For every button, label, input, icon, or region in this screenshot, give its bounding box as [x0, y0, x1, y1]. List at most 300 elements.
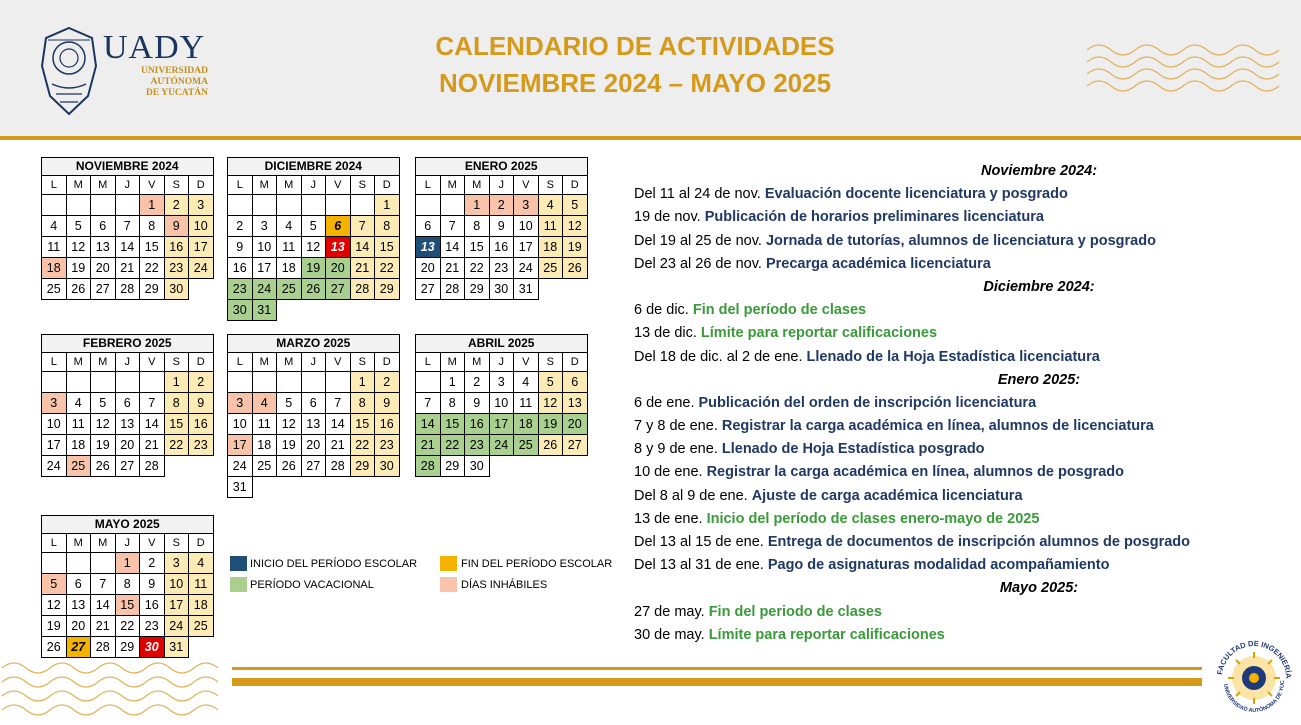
calendar-day: 19	[563, 237, 588, 258]
calendar-day: 11	[189, 574, 214, 595]
calendar-day: 8	[350, 393, 375, 414]
uady-seal-icon	[38, 26, 100, 116]
event-description: Límite para reportar calificaciones	[700, 325, 938, 342]
calendar-marzo-2025	[227, 334, 400, 498]
weekday-header: J	[115, 534, 140, 553]
calendar-month-title: NOVIEMBRE 2024	[42, 158, 214, 176]
calendar-day: 20	[326, 258, 351, 279]
calendar-day: 27	[66, 637, 91, 658]
weekday-header: L	[42, 176, 67, 195]
calendar-day: 3	[164, 553, 189, 574]
calendar-day: 21	[440, 258, 465, 279]
calendar-enero-2025	[415, 157, 588, 300]
calendar-mayo-2025	[41, 515, 214, 658]
calendar-day: 23	[164, 258, 189, 279]
event-description: Inicio del período de clases enero-mayo de 2025	[706, 510, 1040, 527]
weekday-header: M	[465, 176, 490, 195]
calendar-day: 11	[66, 414, 91, 435]
calendar-day: 18	[42, 258, 67, 279]
weekday-header: J	[489, 353, 514, 372]
calendar-day: 8	[375, 216, 400, 237]
event-item	[634, 601, 1274, 624]
calendar-empty-cell	[301, 477, 326, 498]
calendar-day: 22	[350, 435, 375, 456]
calendar-day: 13	[115, 414, 140, 435]
calendar-empty-cell	[563, 279, 588, 300]
calendar-day: 27	[563, 435, 588, 456]
faculty-logo-top-text: FACULTAD DE INGENIERÍA	[1215, 638, 1294, 679]
calendar-empty-cell	[350, 195, 375, 216]
title-line-2: NOVIEMBRE 2024 – MAYO 2025	[438, 68, 832, 98]
calendar-empty-cell	[277, 477, 302, 498]
calendar-day: 15	[140, 237, 165, 258]
calendar-day: 18	[252, 435, 277, 456]
calendar-day: 25	[252, 456, 277, 477]
event-item	[634, 183, 1274, 206]
legend-end-swatch	[440, 556, 457, 571]
calendar-day: 5	[66, 216, 91, 237]
calendar-empty-cell	[140, 372, 165, 393]
weekday-header: D	[189, 534, 214, 553]
calendar-diciembre-2024	[227, 157, 400, 321]
calendar-day: 4	[252, 393, 277, 414]
weekday-header: L	[416, 176, 441, 195]
weekday-header: S	[164, 534, 189, 553]
calendar-day: 17	[189, 237, 214, 258]
calendar-day: 21	[140, 435, 165, 456]
calendar-day: 14	[326, 414, 351, 435]
calendar-day: 10	[164, 574, 189, 595]
weekday-header: D	[189, 176, 214, 195]
event-date: 6 de ene.	[634, 394, 695, 411]
weekday-header: S	[350, 353, 375, 372]
calendar-day: 7	[140, 393, 165, 414]
event-description: Registrar la carga académica en línea, alumnos de licenciatura	[721, 418, 1154, 435]
event-description: Fin del período de clases	[692, 302, 867, 319]
calendar-day: 18	[538, 237, 563, 258]
weekday-header: M	[252, 353, 277, 372]
calendar-day: 16	[489, 237, 514, 258]
calendar-day: 17	[42, 435, 67, 456]
calendar-empty-cell	[563, 456, 588, 477]
calendar-day: 5	[563, 195, 588, 216]
calendar-day: 11	[514, 393, 539, 414]
calendar-day: 9	[164, 216, 189, 237]
calendar-month-title: MAYO 2025	[42, 516, 214, 534]
calendar-day: 18	[189, 595, 214, 616]
calendar-day: 31	[228, 477, 253, 498]
calendar-day: 4	[514, 372, 539, 393]
faculty-logo-bottom-text: UNIVERSIDAD AUTÓNOMA DE YUC	[1222, 680, 1287, 715]
event-date: 30 de may.	[634, 626, 705, 643]
calendar-day: 4	[277, 216, 302, 237]
calendar-empty-cell	[252, 195, 277, 216]
weekday-header: V	[326, 353, 351, 372]
calendar-empty-cell	[416, 372, 441, 393]
calendar-day: 30	[140, 637, 165, 658]
footer-rule-thin	[232, 667, 1202, 670]
calendar-empty-cell	[42, 195, 67, 216]
calendar-day: 2	[465, 372, 490, 393]
weekday-header: V	[326, 176, 351, 195]
uady-sub-1: UNIVERSIDAD	[140, 66, 208, 76]
weekday-header: D	[563, 176, 588, 195]
event-description: Jornada de tutorías, alumnos de licenciatura y posgrado	[765, 232, 1156, 249]
calendar-day: 9	[228, 237, 253, 258]
weekday-header: M	[66, 353, 91, 372]
weekday-header: M	[91, 176, 116, 195]
calendar-day: 4	[189, 553, 214, 574]
calendar-day: 16	[189, 414, 214, 435]
calendar-day: 30	[465, 456, 490, 477]
calendar-day: 6	[115, 393, 140, 414]
calendar-day: 23	[465, 435, 490, 456]
calendar-day: 12	[301, 237, 326, 258]
calendar-abril-2025	[415, 334, 588, 477]
calendar-day: 13	[326, 237, 351, 258]
events-month-heading: Diciembre 2024:	[983, 278, 1095, 295]
calendar-day: 3	[228, 393, 253, 414]
calendar-day: 26	[277, 456, 302, 477]
calendar-day: 7	[115, 216, 140, 237]
weekday-header: D	[375, 353, 400, 372]
calendar-day: 19	[91, 435, 116, 456]
calendar-day: 6	[301, 393, 326, 414]
calendar-day: 12	[66, 237, 91, 258]
calendar-day: 23	[189, 435, 214, 456]
calendar-day: 1	[375, 195, 400, 216]
calendar-empty-cell	[301, 372, 326, 393]
calendar-day: 17	[514, 237, 539, 258]
weekday-header: L	[42, 534, 67, 553]
event-date: Del 8 al 9 de ene.	[634, 487, 748, 504]
weekday-header: M	[277, 176, 302, 195]
calendar-day: 31	[252, 300, 277, 321]
calendar-day: 22	[375, 258, 400, 279]
uady-wordmark	[103, 30, 208, 99]
calendar-empty-cell	[538, 456, 563, 477]
calendar-day: 11	[538, 216, 563, 237]
weekday-header: S	[164, 353, 189, 372]
calendar-day: 26	[42, 637, 67, 658]
calendar-empty-cell	[252, 477, 277, 498]
event-description: Precarga académica licenciatura	[765, 255, 991, 272]
calendar-day: 1	[440, 372, 465, 393]
calendar-day: 15	[164, 414, 189, 435]
header-rule	[0, 136, 1301, 140]
calendar-day: 17	[228, 435, 253, 456]
calendar-empty-cell	[326, 372, 351, 393]
uady-sub-3: DE YUCATÁN	[145, 88, 208, 98]
calendar-day: 2	[140, 553, 165, 574]
event-item	[634, 299, 1274, 322]
legend-end-label: FIN DEL PERÍODO ESCOLAR	[461, 558, 613, 570]
calendar-day: 25	[277, 279, 302, 300]
calendar-day: 13	[416, 237, 441, 258]
event-date: 10 de ene.	[634, 464, 703, 481]
weekday-header: V	[140, 353, 165, 372]
calendar-day: 12	[538, 393, 563, 414]
calendar-day: 14	[350, 237, 375, 258]
calendar-day: 21	[350, 258, 375, 279]
calendar-empty-cell	[228, 195, 253, 216]
calendar-day: 24	[228, 456, 253, 477]
event-date: Del 18 de dic. al 2 de ene.	[634, 348, 803, 365]
calendar-day: 28	[440, 279, 465, 300]
event-item	[634, 461, 1274, 484]
event-item	[634, 508, 1274, 531]
weekday-header: L	[42, 353, 67, 372]
calendar-day: 9	[465, 393, 490, 414]
calendar-day: 25	[66, 456, 91, 477]
calendar-day: 22	[140, 258, 165, 279]
calendar-day: 3	[514, 195, 539, 216]
calendar-day: 7	[91, 574, 116, 595]
event-date: Del 23 al 26 de nov.	[634, 255, 762, 272]
calendar-day: 27	[301, 456, 326, 477]
calendar-empty-cell	[189, 279, 214, 300]
calendar-month-title: ENERO 2025	[416, 158, 588, 176]
calendar-day: 21	[91, 616, 116, 637]
calendar-day: 17	[252, 258, 277, 279]
calendar-day: 11	[42, 237, 67, 258]
calendar-day: 3	[489, 372, 514, 393]
calendar-day: 15	[115, 595, 140, 616]
calendar-day: 12	[91, 414, 116, 435]
calendar-day: 21	[416, 435, 441, 456]
calendar-day: 26	[538, 435, 563, 456]
calendar-empty-cell	[326, 477, 351, 498]
calendar-day: 10	[252, 237, 277, 258]
calendar-day: 26	[91, 456, 116, 477]
calendar-day: 10	[228, 414, 253, 435]
calendar-day: 30	[164, 279, 189, 300]
calendar-day: 28	[91, 637, 116, 658]
calendar-day: 4	[66, 393, 91, 414]
event-date: 27 de may.	[634, 603, 705, 620]
calendar-day: 1	[140, 195, 165, 216]
event-item	[634, 206, 1274, 229]
calendar-day: 25	[189, 616, 214, 637]
event-item	[634, 438, 1274, 461]
calendar-day: 6	[66, 574, 91, 595]
calendar-day: 24	[42, 456, 67, 477]
event-description: Llenado de Hoja Estadística posgrado	[721, 441, 985, 458]
calendar-day: 23	[489, 258, 514, 279]
weekday-header: D	[189, 353, 214, 372]
weekday-header: L	[228, 353, 253, 372]
calendar-day: 28	[416, 456, 441, 477]
calendar-empty-cell	[91, 195, 116, 216]
weekday-header: L	[228, 176, 253, 195]
event-date: 7 y 8 de ene.	[634, 418, 718, 435]
event-description: Llenado de la Hoja Estadística licenciatura	[806, 348, 1100, 365]
calendar-day: 1	[465, 195, 490, 216]
calendar-day: 14	[115, 237, 140, 258]
calendar-day: 25	[42, 279, 67, 300]
calendar-day: 27	[91, 279, 116, 300]
weekday-header: V	[514, 353, 539, 372]
calendar-day: 9	[375, 393, 400, 414]
weekday-header: L	[416, 353, 441, 372]
calendar-empty-cell	[350, 300, 375, 321]
calendar-day: 24	[189, 258, 214, 279]
calendar-day: 13	[563, 393, 588, 414]
calendar-day: 16	[164, 237, 189, 258]
calendar-day: 19	[301, 258, 326, 279]
calendar-day: 15	[350, 414, 375, 435]
calendar-empty-cell	[416, 195, 441, 216]
calendar-empty-cell	[375, 300, 400, 321]
legend-holiday-label: DÍAS INHÁBILES	[461, 579, 548, 591]
calendar-day: 8	[440, 393, 465, 414]
events-list	[634, 160, 1274, 647]
weekday-header: M	[66, 176, 91, 195]
calendar-day: 20	[416, 258, 441, 279]
calendar-day: 14	[440, 237, 465, 258]
calendar-day: 18	[514, 414, 539, 435]
calendar-empty-cell	[538, 279, 563, 300]
weekday-header: J	[301, 353, 326, 372]
calendar-day: 29	[375, 279, 400, 300]
calendar-empty-cell	[115, 195, 140, 216]
calendar-day: 10	[489, 393, 514, 414]
calendar-day: 5	[301, 216, 326, 237]
footer-rule-thick	[232, 678, 1202, 686]
weekday-header: J	[115, 353, 140, 372]
calendar-day: 30	[489, 279, 514, 300]
calendar-empty-cell	[440, 195, 465, 216]
weekday-header: V	[140, 534, 165, 553]
calendar-day: 15	[375, 237, 400, 258]
calendar-empty-cell	[66, 372, 91, 393]
calendar-day: 14	[140, 414, 165, 435]
calendar-day: 12	[563, 216, 588, 237]
event-item	[634, 415, 1274, 438]
legend-start-label: INICIO DEL PERÍODO ESCOLAR	[250, 558, 418, 570]
calendar-noviembre-2024	[41, 157, 214, 300]
calendar-day: 7	[416, 393, 441, 414]
event-date: 6 de dic.	[634, 302, 689, 319]
calendar-day: 16	[228, 258, 253, 279]
calendar-empty-cell	[91, 553, 116, 574]
event-description: Entrega de documentos de inscripción alumnos de posgrado	[767, 534, 1191, 550]
calendar-empty-cell	[350, 477, 375, 498]
calendar-day: 12	[42, 595, 67, 616]
calendar-day: 2	[489, 195, 514, 216]
weekday-header: J	[301, 176, 326, 195]
calendar-day: 6	[416, 216, 441, 237]
calendar-day: 8	[164, 393, 189, 414]
calendar-day: 5	[277, 393, 302, 414]
event-item	[634, 531, 1274, 554]
weekday-header: D	[375, 176, 400, 195]
calendar-day: 8	[140, 216, 165, 237]
calendar-febrero-2025	[41, 334, 214, 477]
calendar-empty-cell	[277, 300, 302, 321]
calendar-day: 29	[140, 279, 165, 300]
calendar-day: 8	[115, 574, 140, 595]
calendar-day: 13	[301, 414, 326, 435]
calendar-day: 20	[563, 414, 588, 435]
event-description: Publicación de horarios preliminares licenciatura	[704, 209, 1044, 226]
calendar-day: 15	[440, 414, 465, 435]
calendar-empty-cell	[189, 456, 214, 477]
calendar-day: 16	[140, 595, 165, 616]
weekday-header: M	[465, 353, 490, 372]
event-date: 13 de dic.	[634, 325, 697, 342]
weekday-header: S	[538, 176, 563, 195]
calendar-empty-cell	[326, 195, 351, 216]
uady-name: UADY	[103, 29, 206, 66]
calendar-day: 15	[465, 237, 490, 258]
weekday-header: M	[277, 353, 302, 372]
event-description: Registrar la carga académica en línea, alumnos de posgrado	[706, 464, 1125, 481]
calendar-day: 22	[164, 435, 189, 456]
weekday-header: V	[514, 176, 539, 195]
event-date: Del 13 al 15 de ene.	[634, 534, 764, 550]
weekday-header: J	[115, 176, 140, 195]
calendar-day: 3	[189, 195, 214, 216]
weekday-header: M	[440, 176, 465, 195]
weekday-header: V	[140, 176, 165, 195]
calendar-day: 2	[228, 216, 253, 237]
calendar-day: 2	[164, 195, 189, 216]
calendar-empty-cell	[189, 637, 214, 658]
calendar-day: 25	[538, 258, 563, 279]
calendar-day: 5	[91, 393, 116, 414]
calendar-day: 29	[440, 456, 465, 477]
calendar-day: 6	[91, 216, 116, 237]
calendar-day: 9	[189, 393, 214, 414]
calendar-day: 6	[563, 372, 588, 393]
calendar-empty-cell	[301, 300, 326, 321]
calendar-day: 4	[538, 195, 563, 216]
calendar-day: 20	[91, 258, 116, 279]
calendar-day: 14	[416, 414, 441, 435]
calendar-day: 24	[514, 258, 539, 279]
event-description: Pago de asignaturas modalidad acompañamiento	[767, 557, 1110, 574]
event-item	[634, 485, 1274, 508]
calendar-day: 4	[42, 216, 67, 237]
calendar-day: 20	[115, 435, 140, 456]
calendar-day: 7	[440, 216, 465, 237]
calendar-day: 3	[42, 393, 67, 414]
calendar-day: 8	[465, 216, 490, 237]
legend-start-swatch	[230, 556, 247, 571]
calendar-day: 31	[164, 637, 189, 658]
event-description: Fin del periodo de clases	[708, 603, 882, 620]
calendar-day: 2	[189, 372, 214, 393]
event-item	[634, 624, 1274, 647]
weekday-header: M	[91, 353, 116, 372]
calendar-day: 13	[66, 595, 91, 616]
events-month-heading: Noviembre 2024:	[980, 163, 1098, 179]
event-date: Del 13 al 31 de ene.	[634, 557, 764, 574]
weekday-header: J	[489, 176, 514, 195]
calendar-day: 25	[514, 435, 539, 456]
event-item	[634, 322, 1274, 345]
decorative-wave-icon	[0, 658, 218, 720]
calendar-day: 26	[301, 279, 326, 300]
calendar-day: 28	[140, 456, 165, 477]
event-date: 13 de ene.	[634, 510, 703, 527]
event-item	[634, 392, 1274, 415]
calendar-day: 5	[538, 372, 563, 393]
event-date: Del 19 al 25 de nov.	[634, 232, 762, 249]
event-description: Límite para reportar calificaciones	[708, 626, 945, 643]
calendar-day: 31	[514, 279, 539, 300]
